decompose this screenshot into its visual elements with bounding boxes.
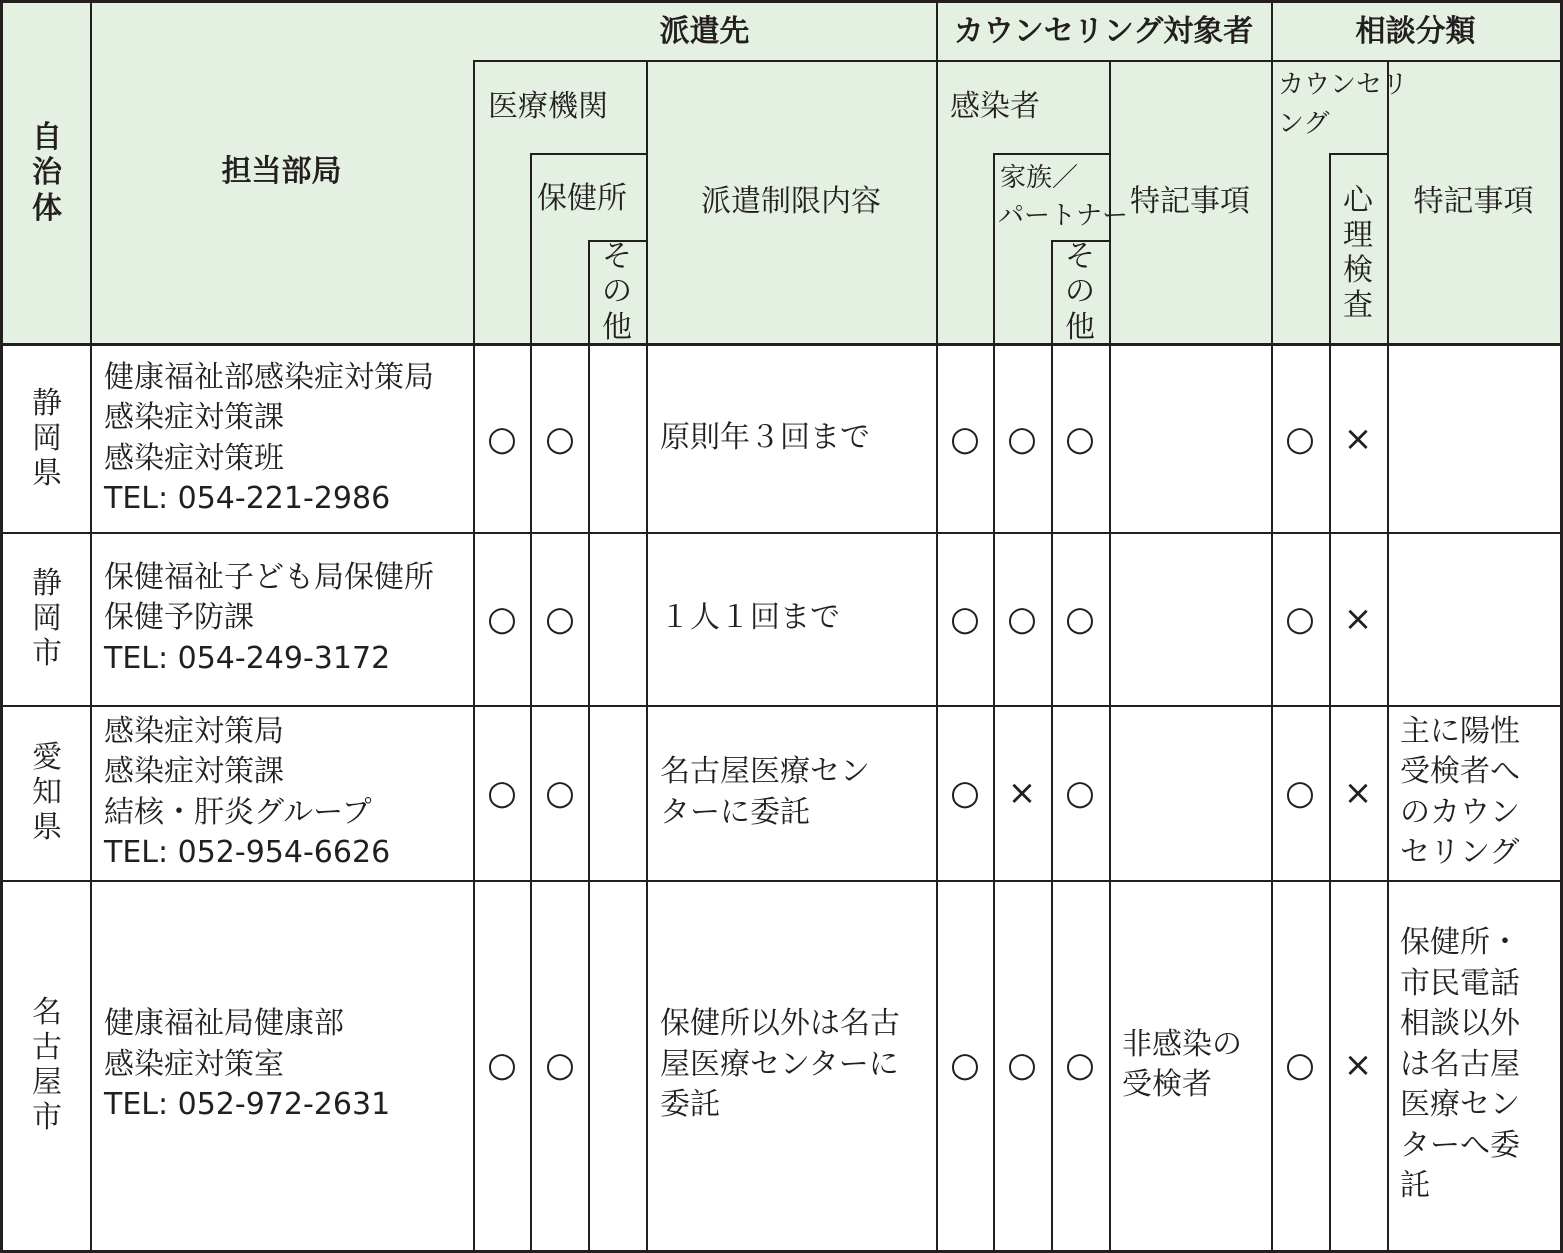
header-sub-rule bbox=[993, 153, 1109, 155]
header-counseling-line1: カウンセリ bbox=[1278, 70, 1409, 100]
column-separator bbox=[1109, 60, 1111, 1250]
status-mark-psych: × bbox=[1343, 418, 1373, 459]
row-municipality: 静 岡 市 bbox=[32, 565, 62, 672]
row-dispatch-limit: 名古屋医療セン ターに委託 bbox=[660, 754, 870, 830]
status-mark-infected: ○ bbox=[950, 772, 980, 813]
header-sub-rule bbox=[1329, 153, 1387, 155]
status-mark-other-target: ○ bbox=[1065, 772, 1095, 813]
row-municipality: 愛 知 県 bbox=[32, 739, 62, 846]
status-mark-medical: ○ bbox=[487, 598, 517, 639]
header-sub-rule bbox=[473, 60, 1560, 62]
header-other-dispatch: そ の 他 bbox=[602, 239, 632, 345]
column-separator bbox=[530, 153, 532, 1250]
row-department: 健康福祉局健康部 感染症対策室 TEL: 052-972-2631 bbox=[104, 1006, 391, 1123]
status-mark-other-target: ○ bbox=[1065, 418, 1095, 459]
row-note-category: 主に陽性 受検者へ のカウン セリング bbox=[1400, 713, 1520, 870]
row-department: 健康福祉部感染症対策局 感染症対策課 感染症対策班 TEL: 054-221-2986 bbox=[104, 359, 434, 516]
status-mark-psych: × bbox=[1343, 772, 1373, 813]
row-dispatch-limit: 原則年３回まで bbox=[660, 420, 870, 456]
status-mark-psych: × bbox=[1343, 598, 1373, 639]
column-separator bbox=[1051, 240, 1053, 1250]
column-separator bbox=[1387, 60, 1389, 1250]
row-municipality: 静 岡 県 bbox=[32, 385, 62, 492]
row-department: 感染症対策局 感染症対策課 結核・肝炎グループ TEL: 052-954-6626 bbox=[104, 713, 391, 870]
header-infected: 感染者 bbox=[950, 89, 1040, 124]
header-department: 担当部局 bbox=[221, 154, 342, 189]
status-mark-psych: × bbox=[1343, 1045, 1373, 1085]
status-mark-family: ○ bbox=[1007, 1045, 1037, 1085]
row-separator bbox=[3, 880, 1560, 882]
column-separator bbox=[993, 153, 995, 1250]
header-health-center: 保健所 bbox=[537, 181, 627, 216]
header-sub-rule bbox=[530, 153, 646, 155]
header-special-notes-category: 特記事項 bbox=[1413, 184, 1534, 219]
header-special-notes-target: 特記事項 bbox=[1130, 184, 1250, 219]
status-mark-health-center: ○ bbox=[545, 598, 575, 639]
column-separator bbox=[588, 240, 590, 1250]
status-mark-medical: ○ bbox=[487, 772, 517, 813]
status-mark-health-center: ○ bbox=[545, 1045, 575, 1085]
status-mark-counseling: ○ bbox=[1285, 772, 1315, 813]
header-bottom-rule bbox=[3, 343, 1560, 346]
status-mark-health-center: ○ bbox=[545, 418, 575, 459]
header-counseling-line2: ング bbox=[1278, 109, 1330, 139]
status-mark-counseling: ○ bbox=[1285, 418, 1315, 459]
header-medical-institution: 医療機関 bbox=[488, 89, 608, 124]
header-group-target: カウンセリング対象者 bbox=[953, 14, 1254, 49]
column-separator bbox=[473, 60, 475, 1250]
column-separator bbox=[90, 3, 92, 1250]
status-mark-infected: ○ bbox=[950, 598, 980, 639]
header-group-category: 相談分類 bbox=[1355, 14, 1476, 49]
table-border-top bbox=[0, 0, 1563, 3]
header-partner: パートナー bbox=[998, 201, 1129, 231]
row-note-target: 非感染の 受検者 bbox=[1122, 1026, 1242, 1102]
row-dispatch-limit: 保健所以外は名古 屋医療センターに 委託 bbox=[660, 1006, 900, 1123]
status-mark-medical: ○ bbox=[487, 1045, 517, 1085]
status-mark-counseling: ○ bbox=[1285, 598, 1315, 639]
status-mark-infected: ○ bbox=[950, 418, 980, 459]
row-note-category: 保健所・ 市民電話 相談以外 は名古屋 医療セン ターへ委 託 bbox=[1400, 925, 1520, 1204]
header-family: 家族／ bbox=[1000, 163, 1079, 193]
table-border-left bbox=[0, 0, 3, 1253]
row-separator bbox=[3, 532, 1560, 534]
status-mark-health-center: ○ bbox=[545, 772, 575, 813]
column-separator bbox=[936, 3, 938, 1250]
header-psych-test: 心 理 検 査 bbox=[1343, 182, 1373, 324]
status-mark-counseling: ○ bbox=[1285, 1045, 1315, 1085]
column-separator bbox=[1271, 3, 1273, 1250]
header-municipality: 自 治 体 bbox=[32, 120, 62, 226]
header-dispatch-limit: 派遣制限内容 bbox=[701, 184, 881, 219]
row-separator bbox=[3, 705, 1560, 707]
column-separator bbox=[646, 60, 648, 1250]
row-department: 保健福祉子ども局保健所 保健予防課 TEL: 054-249-3172 bbox=[104, 559, 434, 676]
status-mark-family: ○ bbox=[1007, 418, 1037, 459]
header-other-target: そ の 他 bbox=[1065, 239, 1095, 345]
column-separator bbox=[1329, 153, 1331, 1250]
status-mark-other-target: ○ bbox=[1065, 1045, 1095, 1085]
status-mark-family: × bbox=[1007, 772, 1037, 813]
status-mark-family: ○ bbox=[1007, 598, 1037, 639]
status-mark-other-target: ○ bbox=[1065, 598, 1095, 639]
status-mark-medical: ○ bbox=[487, 418, 517, 459]
row-municipality: 名 古 屋 市 bbox=[32, 994, 62, 1136]
status-mark-infected: ○ bbox=[950, 1045, 980, 1085]
header-group-dispatch: 派遣先 bbox=[659, 14, 750, 49]
row-dispatch-limit: １人１回まで bbox=[660, 600, 840, 636]
